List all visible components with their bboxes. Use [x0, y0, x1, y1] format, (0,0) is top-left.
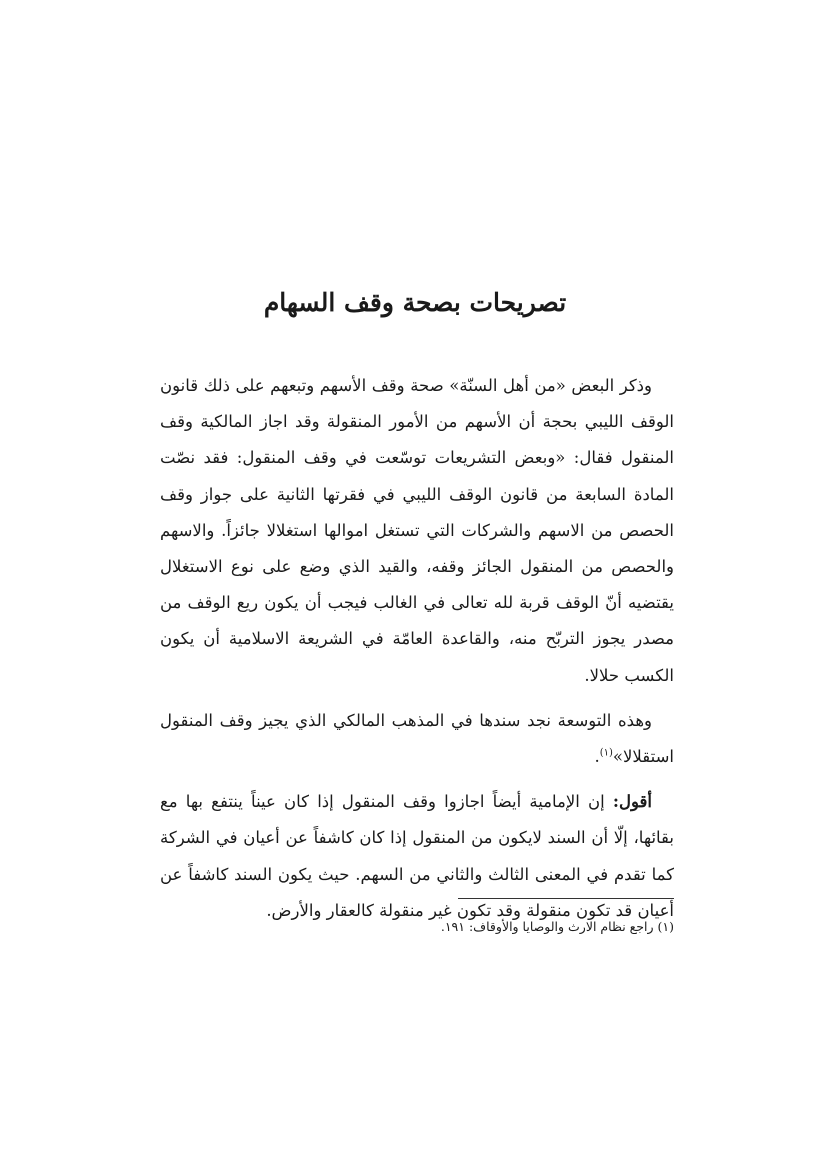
- main-text: [160, 368, 674, 929]
- paragraph-2-end: .: [594, 747, 600, 767]
- page-title: تصريحات بصحة وقف السهام: [263, 288, 567, 317]
- footnote-divider: [458, 898, 674, 899]
- paragraph-3-lead: أقول:: [612, 792, 652, 812]
- paragraph-3: [160, 784, 674, 929]
- paragraph-2: [160, 703, 674, 775]
- paragraph-3-text: إن الإمامية أيضاً اجازوا وقف المنقول إذا كان عيناً ينتفع بها مع بقائها، إلّا أن السند لايكون من المنقول إذا كان كاشفاً عن أعيان في الشركة كما تقدم في المعنى الثالث والثاني من السهم. حيث يكون السند كاشفاً عن أعيان قد تكون منقولة وقد تكون غير منقولة كالعقار والأرض.: [160, 792, 674, 920]
- paragraph-1: وذكر البعض «من أهل السنّة» صحة وقف الأسهم وتبعهم على ذلك قانون الوقف الليبي بحجة أن الأسهم من الأمور المنقولة وقد اجاز المالكية وقف المنقول فقال: «وبعض التشريعات توسّعت في وقف المنقول: فقد نصّت المادة السابعة من قانون الوقف الليبي في فقرتها الثانية على جواز وقف الحصص من الاسهم والشركات التي تستغل اموالها استغلالا جائزاً. والاسهم والحصص من المنقول الجائز وقفه، والقيد الذي وضع على نوع الاستغلال يقتضيه أنّ الوقف قربة لله تعالى في الغالب فيجب أن يكون ريع الوقف من مصدر يجوز التربّح منه، والقاعدة العامّة في الشريعة الاسلامية أن يكون الكسب حلالا.: [160, 376, 674, 685]
- paragraph-2-text: وهذه التوسعة نجد سندها في المذهب المالكي الذي يجيز وقف المنقول استقلالا»: [160, 710, 674, 767]
- footnote-reference: (١): [599, 747, 613, 759]
- footnote: (١) راجع نظام الارث والوصايا والأوقاف: ١٩١.: [440, 919, 674, 934]
